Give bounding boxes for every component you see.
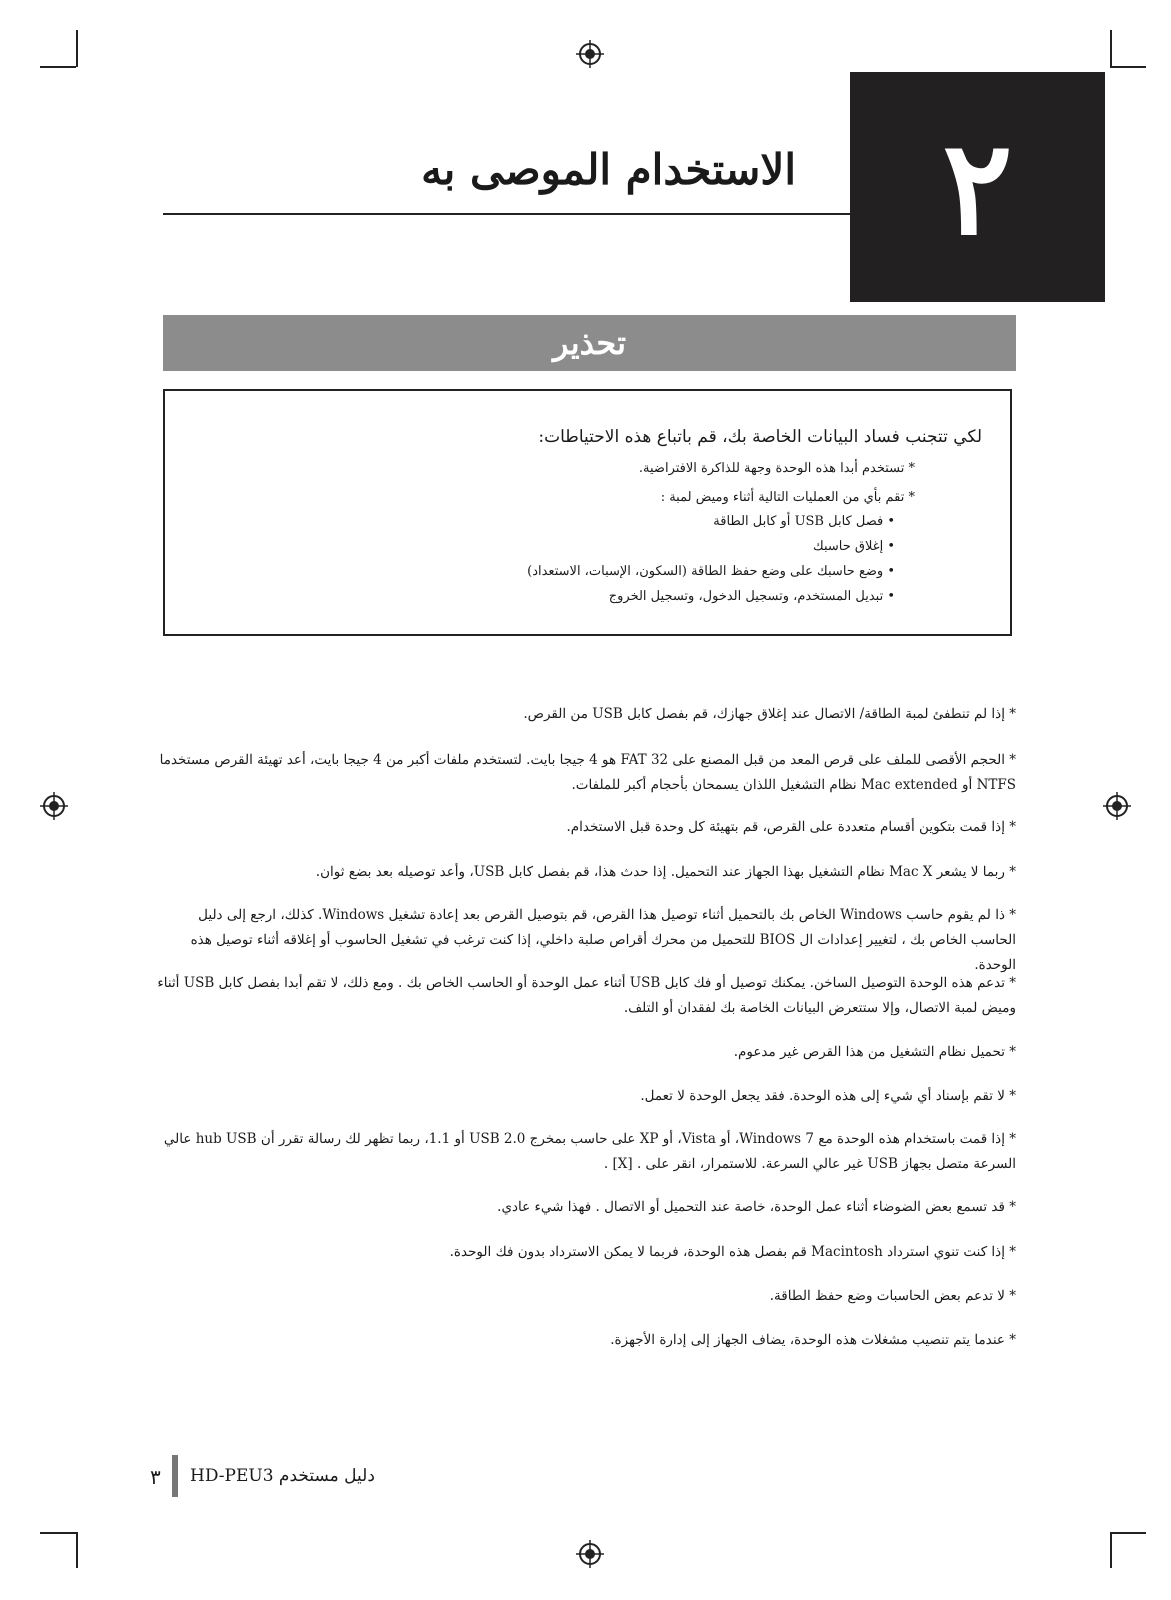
note-item: * ربما لا يشعر Mac X نظام التشغيل بهذا الجهاز عند التحميل. إذا حدث هذا، قم بفصل كابل USB، وأعد توصيله بعد بضع ثوان.	[315, 864, 1016, 880]
footer-divider	[172, 1455, 178, 1497]
crop-mark	[76, 30, 78, 67]
warning-box	[163, 389, 1012, 636]
warning-bullet: • وضع حاسبك على وضع حفظ الطاقة (السكون، الإسبات، الاستعداد)	[527, 564, 895, 579]
note-item: * ذا لم يقوم حاسب Windows الخاص بك بالتحميل أثناء توصيل هذا القرص، قم بتوصيل القرص بعد إعادة تشغيل Windows. كذلك، ارجع إلى دليل الحاسب الخاص بك ، لتغيير إعدادات ال BIOS للتحميل من محرك أقراص صلبة داخلي، إذا كنت ترغب في تشغيل الحاسوب أو إغلاقه أثناء توصيل هذه الوحدة.	[190, 907, 1016, 973]
note-item: * إذا قمت بتكوين أقسام متعددة على القرص، قم بتهيئة كل وحدة قبل الاستخدام.	[566, 819, 1016, 835]
crop-mark	[1110, 1532, 1146, 1534]
crop-mark	[40, 1532, 76, 1534]
note-item: * لا تقم بإسناد أي شيء إلى هذه الوحدة. فقد يجعل الوحدة لا تعمل.	[640, 1088, 1016, 1104]
warning-bullet: • فصل كابل USB أو كابل الطاقة	[713, 514, 895, 529]
registration-mark-icon	[40, 792, 68, 820]
crop-mark	[1110, 66, 1146, 68]
note-item: * تحميل نظام التشغيل من هذا القرص غير مدعوم.	[733, 1044, 1016, 1060]
registration-mark-icon	[576, 40, 604, 68]
warning-intro: لكي تتجنب فساد البيانات الخاصة بك، قم باتباع هذه الاحتياطات:	[538, 427, 982, 447]
warning-heading-bar	[163, 315, 1016, 371]
warning-bullet: • إغلاق حاسبك	[813, 539, 895, 554]
note-item: * الحجم الأقصى للملف على قرص المعد من قبل المصنع على FAT 32 هو 4 جيجا بايت. لتستخدم ملفات أكبر من 4 جيجا بايت، أعد تهيئة القرص مستخدما NTFS أو Mac extended نظام التشغيل اللذان يسمحان بأحجام أكبر للملفات.	[159, 752, 1016, 793]
note-item: * إذا لم تنطفئ لمبة الطاقة/ الاتصال عند إغلاق جهازك، قم بفصل كابل USB من القرص.	[523, 706, 1016, 722]
chapter-number-box	[850, 72, 1105, 302]
crop-mark	[1110, 30, 1112, 67]
note-item: * لا تدعم بعض الحاسبات وضع حفظ الطاقة.	[769, 1288, 1016, 1304]
crop-mark	[1110, 1532, 1112, 1568]
note-item: * عندما يتم تنصيب مشغلات هذه الوحدة، يضاف الجهاز إلى إدارة الأجهزة.	[610, 1332, 1016, 1348]
warning-heading: تحذير	[553, 324, 626, 362]
note-item: * قد تسمع بعض الضوضاء أثناء عمل الوحدة، خاصة عند التحميل أو الاتصال . فهذا شيء عادي.	[497, 1199, 1016, 1215]
registration-mark-icon	[576, 1540, 604, 1568]
page-number: ٣	[150, 1465, 161, 1489]
registration-mark-icon	[1103, 792, 1131, 820]
chapter-title: الاستخدام الموصى به	[421, 145, 796, 194]
crop-mark	[76, 1532, 78, 1568]
note-item: * إذا كنت تنوي استرداد Macintosh قم بفصل هذه الوحدة، فربما لا يمكن الاسترداد بدون فك الوحدة.	[449, 1244, 1016, 1260]
title-rule	[163, 213, 853, 215]
chapter-number: ٢	[942, 110, 1013, 264]
footer-manual-name: دليل مستخدم HD-PEU3	[190, 1466, 375, 1486]
note-item: * تدعم هذه الوحدة التوصيل الساخن. يمكنك توصيل أو فك كابل USB أثناء عمل الوحدة أو الحاسب الخاص بك . ومع ذلك، لا تقم أبدا بفصل كابل USB أثناء وميض لمبة الاتصال، وإلا ستتعرض البيانات الخاصة بك لفقدان أو التلف.	[157, 975, 1016, 1016]
note-item: * إذا قمت باستخدام هذه الوحدة مع Windows 7، أو Vista، أو XP على حاسب بمخرج USB 2.0 أو 1.1، ربما تظهر لك رسالة تقرر أن hub USB عالي السرعة متصل بجهاز USB غير عالي السرعة. للاستمرار، انقر على . [X] .	[163, 1131, 1016, 1172]
warning-line: * تقم بأي من العمليات التالية أثناء وميض لمبة :	[660, 490, 915, 505]
warning-line: * تستخدم أبدا هذه الوحدة وجهة للذاكرة الافتراضية.	[638, 461, 915, 476]
crop-mark	[40, 66, 76, 68]
warning-bullet: • تبديل المستخدم، وتسجيل الدخول، وتسجيل الخروج	[608, 589, 895, 604]
